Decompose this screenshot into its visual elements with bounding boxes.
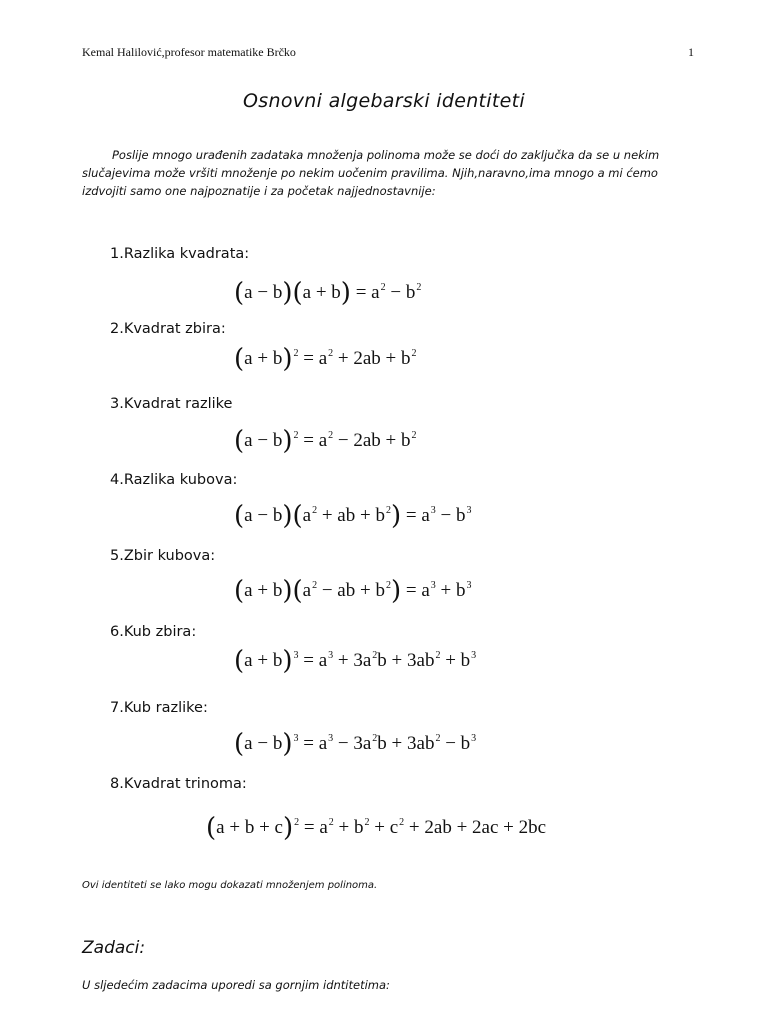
identity-heading-5: 5.Zbir kubova: [110,548,216,564]
identity-heading-7: 7.Kub razlike: [110,700,208,716]
identity-formula-5: $(a + b)(a^2$ − ab + $b^2) = a^3 + b^3$ [234,576,472,606]
identity-formula-4: $(a - b)(a^2$ + ab + $b^2) = a^3 - b^3$ [234,501,472,531]
identity-formula-8: $(a + b + c)^2 = a^2 + b^2 + c^2 + 2ab + 2ac + 2bc$ [206,813,547,843]
identity-formula-7: $(a - b)^3 = a^3 - 3a^2b + 3ab^2 - b^3$ [234,729,477,759]
identity-formula-6: $(a + b)^3 = a^3 + 3a^2b + 3ab^2 + b^3$ [234,646,477,676]
identity-formula-2: $(a + b)^2 = a^2 + 2ab + b^2$ [234,344,417,374]
proof-note: Ovi identiteti se lako mogu dokazati množenjem polinoma. [82,880,378,891]
page-title: Osnovni algebarski identiteti [243,90,525,112]
identity-heading-6: 6.Kub zbira: [110,624,197,640]
identity-formula-3: $(a - b)^2 = a^2 - 2ab + b^2$ [234,426,417,456]
header-author: Kemal Halilović,profesor matematike Brčko [82,45,296,59]
identity-heading-2: 2.Kvadrat zbira: [110,321,226,337]
identity-formula-1: $(a - b)(a + b) = a^2 - b^2$ [234,278,422,308]
identity-heading-3: 3.Kvadrat razlike [110,396,233,412]
intro-paragraph: Poslije mnogo urađenih zadataka množenja polinoma može se doći do zaključka da se u nekim slučajevima može vršiti množenje po nekim uočenim pravilima. Njih,naravno,ima mnogo a mi ćemo izdvojiti samo one najpoznatije i za početak najjednostavnije: [82,148,660,198]
page-number: 1 [688,45,694,59]
section-title-zadaci: Zadaci: [82,938,146,958]
identity-heading-8: 8.Kvadrat trinoma: [110,776,247,792]
identity-heading-4: 4.Razlika kubova: [110,472,238,488]
identity-heading-1: 1.Razlika kvadrata: [110,246,250,262]
task-intro: U sljedećim zadacima uporedi sa gornjim idntitetima: [82,978,390,992]
